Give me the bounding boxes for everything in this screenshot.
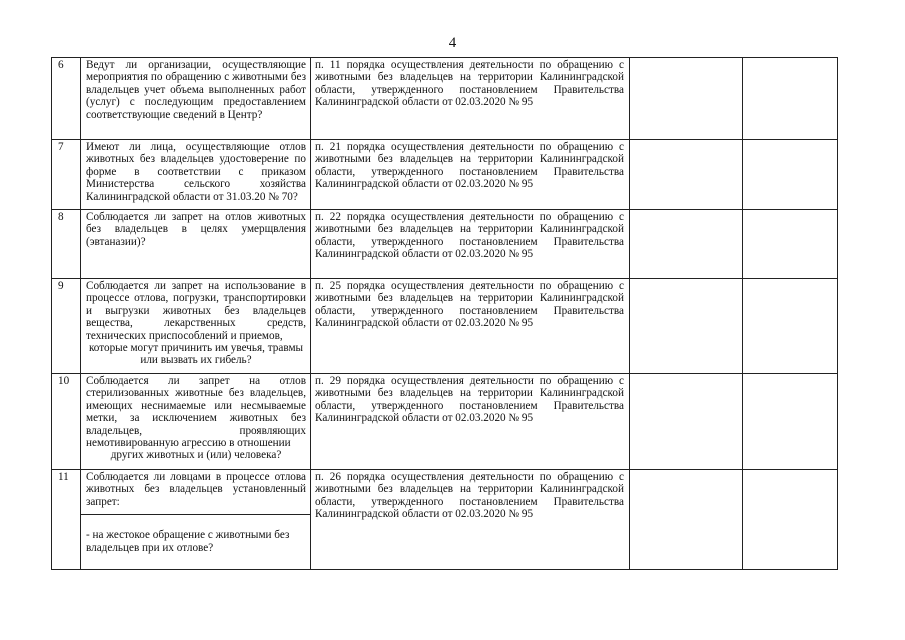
question-text-tail: которые могут причинить им увечья, травмы или вызвать их гибель? — [88, 342, 304, 367]
answer-cell — [630, 470, 743, 570]
question-text: Соблюдается ли запрет на использование в процессе отлова, погрузки, транспортировки и выгрузки животных без владельцев вещества, лекарственных средств, технических приспособлений и приемов, — [86, 280, 306, 342]
note-cell — [743, 140, 838, 210]
page-number: 4 — [448, 35, 457, 51]
reference-cell — [311, 470, 630, 570]
table-row — [52, 210, 838, 279]
note-cell — [743, 470, 838, 570]
note-cell — [743, 58, 838, 140]
question-text: Ведут ли организации, осуществляющие мероприятия по обращению с животными без владельцев учет объема выполненных работ (услуг) с последующим предоставлением соответствующие сведений в Центр? — [86, 59, 306, 121]
reference-text: п. 25 порядка осуществления деятельности по обращению с животными без владельцев на территории Калининградской области, утвержденного постановлением Правительства Калининградской области от 02.03.2020 № 95 — [315, 280, 624, 330]
answer-cell — [630, 279, 743, 374]
answer-cell — [630, 140, 743, 210]
question-text: Соблюдается ли запрет на отлов стерилизованных животные без владельцев, имеющих неснимаемые или несмываемые метки, за исключением животных без владельцев, проявляющих немотивированную агрессию в отношении — [86, 375, 306, 450]
note-cell — [743, 374, 838, 470]
question-cell — [81, 374, 311, 470]
note-cell — [743, 279, 838, 374]
answer-cell — [630, 374, 743, 470]
question-subitem-text: - на жестокое обращение с животными без владельцев при их отлове? — [86, 529, 290, 554]
reference-cell — [311, 58, 630, 140]
question-cell — [81, 470, 311, 570]
reference-cell — [311, 374, 630, 470]
question-text-tail: других животных и (или) человека? — [110, 449, 282, 462]
table-row — [52, 140, 838, 210]
reference-text: п. 29 порядка осуществления деятельности по обращению с животными без владельцев на территории Калининградской области, утвержденного постановлением Правительства Калининградской области от 02.03.2020 № 95 — [315, 375, 624, 425]
reference-text: п. 11 порядка осуществления деятельности по обращению с животными без владельцев на территории Калининградской области, утвержденного постановлением Правительства Калининградской области от 02.03.2020 № 95 — [315, 59, 624, 109]
question-cell — [81, 58, 311, 140]
question-cell — [81, 140, 311, 210]
question-text: Соблюдается ли запрет на отлов животных без владельцев в целях умерщвления (эвтаназии)? — [86, 211, 306, 248]
question-text: Имеют ли лица, осуществляющие отлов животных без владельцев удостоверение по форме в соответствии с приказом Министерства сельского хозяйства Калининградской области от 31.03.20 № 70? — [86, 141, 306, 203]
answer-cell — [630, 210, 743, 279]
reference-text: п. 21 порядка осуществления деятельности по обращению с животными без владельцев на территории Калининградской области, утвержденного постановлением Правительства Калининградской области от 02.03.2020 № 95 — [315, 141, 624, 191]
row-number: 7 — [52, 140, 81, 210]
table-row — [52, 374, 838, 470]
reference-cell — [311, 210, 630, 279]
row-number: 6 — [52, 58, 81, 140]
reference-cell — [311, 279, 630, 374]
table-row — [52, 470, 838, 570]
question-cell — [81, 279, 311, 374]
reference-text: п. 26 порядка осуществления деятельности по обращению с животными без владельцев на территории Калининградской области, утвержденного постановлением Правительства Калининградской области от 02.03.2020 № 95 — [315, 471, 624, 521]
row-number: 8 — [52, 210, 81, 279]
question-subitem — [81, 514, 310, 554]
row-number: 10 — [52, 374, 81, 470]
reference-text: п. 22 порядка осуществления деятельности по обращению с животными без владельцев на территории Калининградской области, утвержденного постановлением Правительства Калининградской области от 02.03.2020 № 95 — [315, 211, 624, 261]
table-row — [52, 279, 838, 374]
checklist-table — [51, 57, 838, 570]
question-cell — [81, 210, 311, 279]
note-cell — [743, 210, 838, 279]
answer-cell — [630, 58, 743, 140]
question-text: Соблюдается ли ловцами в процессе отлова животных без владельцев установленный запрет: — [86, 471, 306, 508]
row-number: 9 — [52, 279, 81, 374]
reference-cell — [311, 140, 630, 210]
row-number: 11 — [52, 470, 81, 570]
table-row — [52, 58, 838, 140]
